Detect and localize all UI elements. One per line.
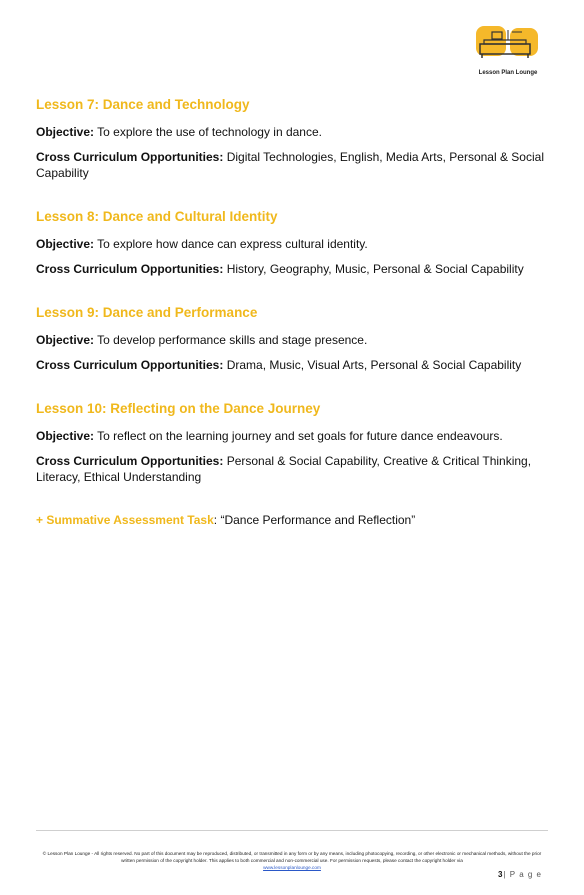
cross-curriculum (36, 357, 548, 373)
lesson-title: Lesson 8: Dance and Cultural Identity (36, 209, 278, 224)
copyright-text: © Lesson Plan Lounge - All rights reserved. No part of this document may be reproduced, distributed, or transmitted in any form or by any means, including photocopying, recording, or other electronic or mechanical methods, without the prior written permission of the copyright holder. This applies to both commercial and non-commercial use. For permission requests, please contact the copyright holder via (42, 851, 542, 863)
summative-text: “Dance Performance and Reflection” (220, 513, 416, 527)
website-link[interactable]: www.lessonplanlounge.com (263, 865, 321, 870)
ccop-text: Digital Technologies, English, Media Arts, Personal & Social Capability (36, 150, 544, 180)
objective-label: Objective: (36, 125, 95, 139)
objective-label: Objective: (36, 237, 95, 251)
objective-text: To reflect on the learning journey and set goals for future dance endeavours. (97, 429, 503, 443)
lesson-7 (36, 97, 548, 181)
objective-label: Objective: (36, 333, 95, 347)
objective (36, 236, 548, 252)
summative-assessment (36, 513, 548, 527)
lesson-list (36, 97, 548, 539)
ccop-text: History, Geography, Music, Personal & Social Capability (226, 262, 524, 276)
lesson-10 (36, 401, 548, 485)
cross-curriculum (36, 149, 548, 181)
objective-text: To explore the use of technology in dance. (97, 125, 322, 139)
page-number-value: 3 (498, 870, 504, 879)
lesson-8 (36, 209, 548, 277)
ccop-label: Cross Curriculum Opportunities: (36, 150, 224, 164)
summative-separator: : (213, 513, 218, 527)
page-label: | P a g e (503, 870, 542, 879)
cross-curriculum (36, 261, 548, 277)
objective-text: To explore how dance can express cultural identity. (97, 237, 368, 251)
logo-text: Lesson Plan Lounge (478, 70, 538, 76)
page-number (498, 870, 542, 879)
ccop-text: Personal & Social Capability, Creative & Critical Thinking, Literacy, Ethical Understanding (36, 454, 532, 484)
lesson-title: Lesson 7: Dance and Technology (36, 97, 250, 112)
objective (36, 428, 548, 444)
ccop-label: Cross Curriculum Opportunities: (36, 262, 224, 276)
footer-copyright (36, 850, 548, 871)
lesson-title: Lesson 9: Dance and Performance (36, 305, 258, 320)
objective-text: To develop performance skills and stage presence. (97, 333, 368, 347)
summative-label: + Summative Assessment Task (36, 513, 214, 527)
lounge-sofa-icon (472, 22, 544, 74)
footer-divider (36, 830, 548, 831)
ccop-label: Cross Curriculum Opportunities: (36, 454, 224, 468)
objective (36, 124, 548, 140)
lesson-title: Lesson 10: Reflecting on the Dance Journey (36, 401, 321, 416)
ccop-label: Cross Curriculum Opportunities: (36, 358, 224, 372)
objective-label: Objective: (36, 429, 95, 443)
ccop-text: Drama, Music, Visual Arts, Personal & Social Capability (226, 358, 522, 372)
cross-curriculum (36, 453, 548, 485)
objective (36, 332, 548, 348)
lesson-9 (36, 305, 548, 373)
